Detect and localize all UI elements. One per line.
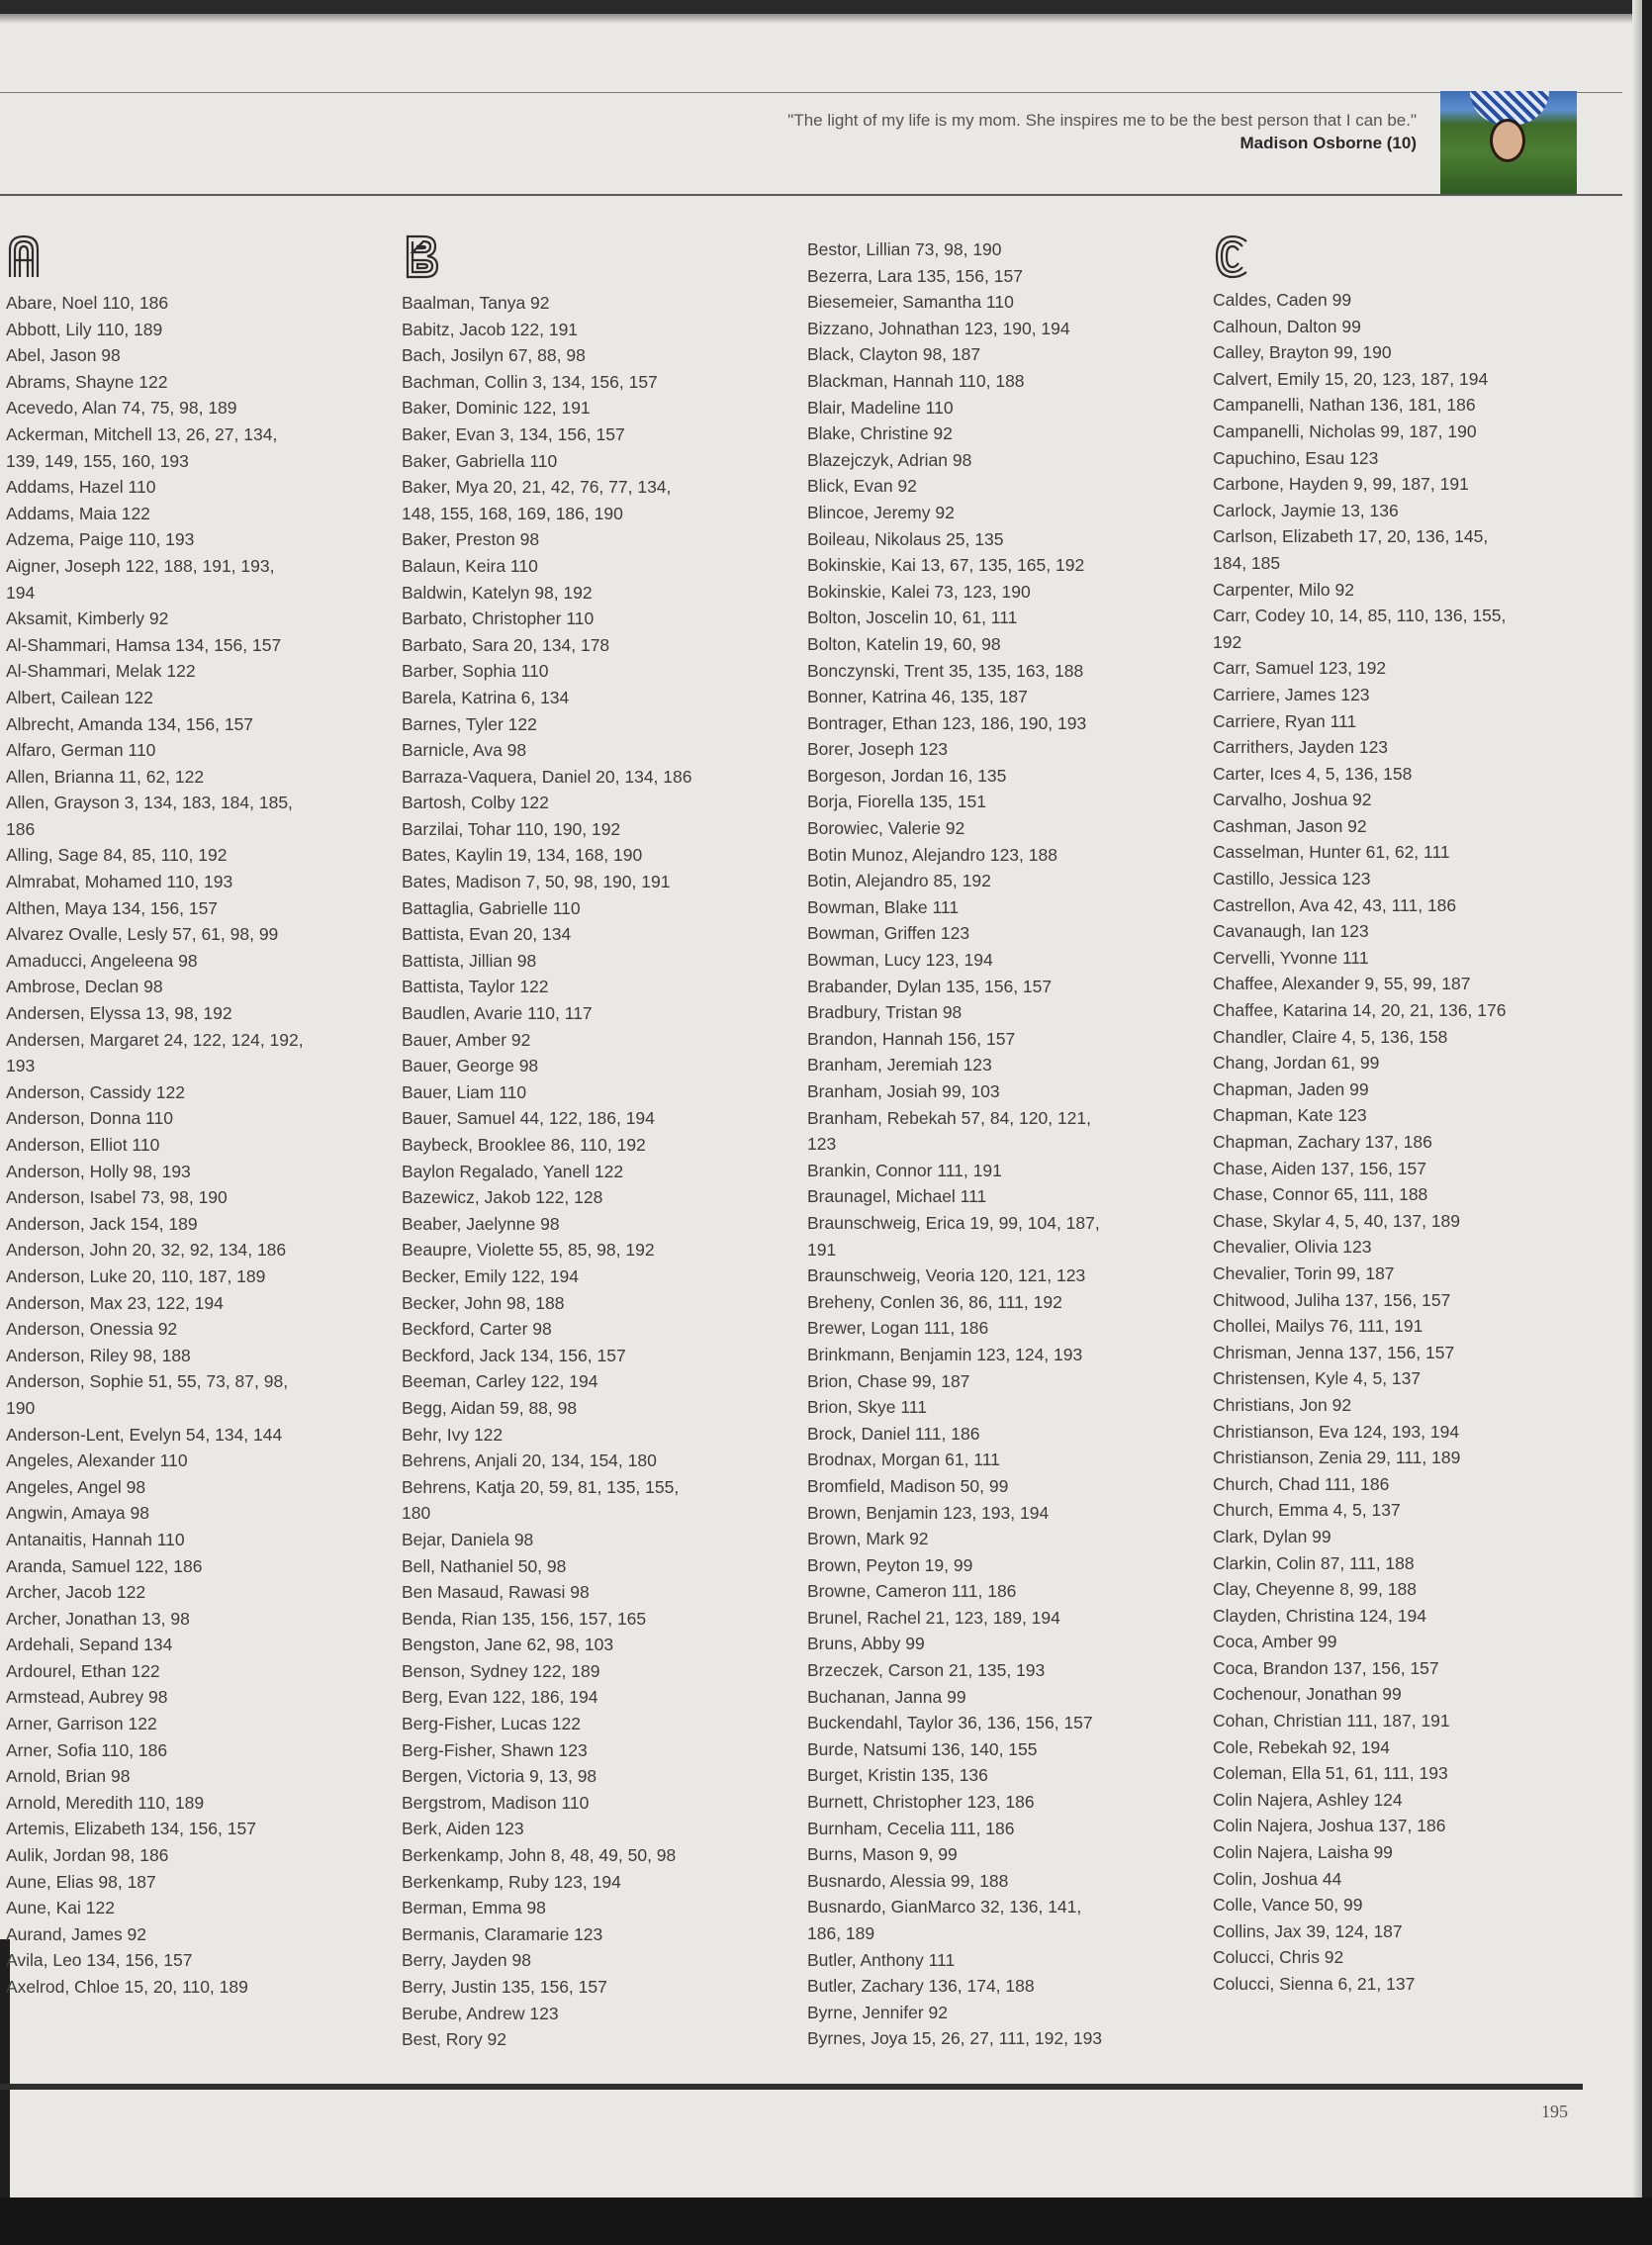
index-entry: Aranda, Samuel 122, 186	[6, 1555, 203, 1576]
index-entry: Brunel, Rachel 21, 123, 189, 194	[807, 1607, 1060, 1628]
index-entry: Coca, Amber 99	[1213, 1632, 1337, 1652]
index-entry: Archer, Jonathan 13, 98	[6, 1608, 190, 1629]
index-entry: Bergstrom, Madison 110	[402, 1792, 590, 1813]
index-entry: Battista, Evan 20, 134	[402, 924, 572, 945]
index-entry: Becker, John 98, 188	[402, 1292, 565, 1313]
index-entry: Aurand, James 92	[6, 1923, 147, 1944]
index-entry: Beckford, Carter 98	[402, 1319, 552, 1340]
index-entry: Anderson, John 20, 32, 92, 134, 186	[6, 1240, 287, 1261]
index-entry: Colin, Joshua 44	[1213, 1868, 1342, 1889]
quote-author: Madison Osborne (10)	[1239, 134, 1417, 152]
index-entry: Berg, Evan 122, 186, 194	[402, 1687, 598, 1708]
index-entry: Adzema, Paige 110, 193	[6, 529, 195, 550]
letter-c-glyph	[1213, 234, 1252, 279]
index-entry: Bowman, Blake 111	[807, 896, 960, 917]
index-entry: Axelrod, Chloe 15, 20, 110, 189	[6, 1977, 248, 1997]
index-entry: Carter, Ices 4, 5, 136, 158	[1213, 763, 1413, 784]
index-entry: Calley, Brayton 99, 190	[1213, 342, 1392, 363]
index-column-3	[807, 236, 1183, 2052]
index-entry: Aksamit, Kimberly 92	[6, 608, 169, 629]
index-entry: Branham, Rebekah 57, 84, 120, 121, 123	[807, 1107, 1092, 1155]
index-entry: Abare, Noel 110, 186	[6, 293, 169, 313]
index-entry: Bonner, Katrina 46, 135, 187	[807, 687, 1028, 707]
index-entry: Botin Munoz, Alejandro 123, 188	[807, 844, 1057, 865]
index-entry: Anderson, Donna 110	[6, 1108, 173, 1129]
index-column-2	[402, 290, 778, 2053]
index-entry: Archer, Jacob 122	[6, 1582, 146, 1603]
index-entry: Aulik, Jordan 98, 186	[6, 1845, 169, 1866]
index-entry: Christianson, Zenia 29, 111, 189	[1213, 1448, 1461, 1468]
index-entry: Carriere, James 123	[1213, 684, 1370, 704]
index-entry: Burde, Natsumi 136, 140, 155	[807, 1738, 1038, 1759]
index-entry: Brown, Mark 92	[807, 1529, 929, 1549]
index-entry: Bowman, Griffen 123	[807, 923, 970, 944]
index-entry: Berk, Aiden 123	[402, 1819, 524, 1839]
index-entry: Boileau, Nikolaus 25, 135	[807, 528, 1004, 549]
index-entry: Bestor, Lillian 73, 98, 190	[807, 239, 1002, 259]
index-entry: Busnardo, GianMarco 32, 136, 141, 186, 189	[807, 1897, 1082, 1943]
index-entry: Begg, Aidan 59, 88, 98	[402, 1397, 578, 1418]
index-entry: Borgeson, Jordan 16, 135	[807, 765, 1007, 786]
index-entry: Calvert, Emily 15, 20, 123, 187, 194	[1213, 368, 1489, 389]
index-entry: Behr, Ivy 122	[402, 1424, 504, 1445]
letter-b-glyph	[404, 234, 443, 279]
index-entry: Armstead, Aubrey 98	[6, 1687, 168, 1708]
letter-a-glyph	[6, 234, 46, 279]
index-entry: Andersen, Margaret 24, 122, 124, 192, 193	[6, 1029, 304, 1076]
index-entry: Arnold, Meredith 110, 189	[6, 1792, 205, 1813]
index-entry: Baylon Regalado, Yanell 122	[402, 1161, 624, 1181]
index-entry: Abbott, Lily 110, 189	[6, 319, 163, 339]
index-entry: Carr, Samuel 123, 192	[1213, 658, 1387, 679]
index-entry: Berkenkamp, Ruby 123, 194	[402, 1871, 621, 1892]
index-entry: Blackman, Hannah 110, 188	[807, 370, 1025, 391]
index-entry: Ambrose, Declan 98	[6, 977, 163, 997]
index-entry: Bolton, Joscelin 10, 61, 111	[807, 608, 1018, 628]
index-entry: Bergen, Victoria 9, 13, 98	[402, 1766, 597, 1787]
index-entry: Bartosh, Colby 122	[402, 793, 549, 813]
index-entry: Carlson, Elizabeth 17, 20, 136, 145, 184, 185	[1213, 526, 1489, 573]
index-entry: Bizzano, Johnathan 123, 190, 194	[807, 318, 1070, 338]
index-entry: Chase, Connor 65, 111, 188	[1213, 1184, 1428, 1205]
index-entry: Baker, Dominic 122, 191	[402, 398, 591, 419]
index-entry: Baudlen, Avarie 110, 117	[402, 1003, 593, 1024]
index-entry: Anderson, Cassidy 122	[6, 1081, 185, 1102]
index-entry: Arnold, Brian 98	[6, 1766, 131, 1787]
index-entry: Burnham, Cecelia 111, 186	[807, 1818, 1015, 1838]
index-entry: Bauer, George 98	[402, 1056, 539, 1076]
index-entry: Beeman, Carley 122, 194	[402, 1371, 598, 1392]
index-entry: Carlock, Jaymie 13, 136	[1213, 500, 1399, 520]
index-entry: Castrellon, Ava 42, 43, 111, 186	[1213, 894, 1457, 915]
index-entry: Anderson, Jack 154, 189	[6, 1213, 198, 1234]
index-entry: Althen, Maya 134, 156, 157	[6, 897, 219, 918]
index-entry: Beaber, Jaelynne 98	[402, 1213, 560, 1234]
index-entry: Bermanis, Claramarie 123	[402, 1923, 603, 1944]
section-letter-a-icon	[6, 234, 46, 279]
index-entry: Bell, Nathaniel 50, 98	[402, 1555, 567, 1576]
index-entry: Bazewicz, Jakob 122, 128	[402, 1187, 603, 1208]
index-entry: Almrabat, Mohamed 110, 193	[6, 872, 233, 892]
index-entry: Butler, Zachary 136, 174, 188	[807, 1976, 1035, 1997]
footer-rule	[0, 2084, 1583, 2090]
index-entry: Botin, Alejandro 85, 192	[807, 871, 991, 891]
index-entry: Branham, Jeremiah 123	[807, 1055, 992, 1076]
index-entry: Behrens, Katja 20, 59, 81, 135, 155, 180	[402, 1476, 680, 1524]
index-entry: Coca, Brandon 137, 156, 157	[1213, 1657, 1439, 1678]
index-entry: Campanelli, Nathan 136, 181, 186	[1213, 395, 1476, 416]
index-entry: Chaffee, Alexander 9, 55, 99, 187	[1213, 974, 1471, 994]
quote-text: "The light of my life is my mom. She inspires me to be the best person that I can be."	[787, 111, 1417, 130]
index-entry: Anderson, Sophie 51, 55, 73, 87, 98, 190	[6, 1371, 289, 1418]
index-entry: Chevalier, Olivia 123	[1213, 1237, 1372, 1258]
index-entry: Blair, Madeline 110	[807, 397, 954, 418]
index-entry: Church, Emma 4, 5, 137	[1213, 1500, 1401, 1521]
section-letter-b-icon	[404, 234, 443, 279]
index-entry: Albert, Cailean 122	[6, 687, 153, 707]
index-entry: Bokinskie, Kalei 73, 123, 190	[807, 581, 1031, 602]
index-entry: Chaffee, Katarina 14, 20, 21, 136, 176	[1213, 1000, 1507, 1021]
index-entry: Branham, Josiah 99, 103	[807, 1081, 1000, 1101]
index-entry: Barnicle, Ava 98	[402, 740, 527, 761]
index-entry: Brown, Benjamin 123, 193, 194	[807, 1502, 1050, 1523]
index-entry: Burnett, Christopher 123, 186	[807, 1792, 1035, 1813]
index-entry: Casselman, Hunter 61, 62, 111	[1213, 842, 1450, 863]
index-entry: Carriere, Ryan 111	[1213, 710, 1357, 731]
index-entry: Campanelli, Nicholas 99, 187, 190	[1213, 421, 1477, 441]
index-entry: Ardehali, Sepand 134	[6, 1635, 173, 1655]
index-entry: Barnes, Tyler 122	[402, 713, 537, 734]
index-entry: Colin Najera, Ashley 124	[1213, 1789, 1403, 1810]
index-entry: Brion, Skye 111	[807, 1397, 927, 1418]
index-entry: Ben Masaud, Rawasi 98	[402, 1582, 590, 1603]
index-entry: Buchanan, Janna 99	[807, 1686, 966, 1707]
index-entry: Chapman, Zachary 137, 186	[1213, 1132, 1432, 1152]
index-entry: Bejar, Daniela 98	[402, 1529, 534, 1549]
header-rule-top	[0, 92, 1622, 93]
index-entry: Berg-Fisher, Shawn 123	[402, 1739, 588, 1760]
photo-face	[1490, 119, 1525, 162]
index-entry: Chevalier, Torin 99, 187	[1213, 1263, 1395, 1283]
index-entry: Clayden, Christina 124, 194	[1213, 1605, 1426, 1626]
index-entry: Cashman, Jason 92	[1213, 815, 1367, 836]
index-entry: Beaupre, Violette 55, 85, 98, 192	[402, 1240, 655, 1261]
index-entry: Brion, Chase 99, 187	[807, 1370, 970, 1391]
index-entry: Allen, Grayson 3, 134, 183, 184, 185, 186	[6, 793, 293, 839]
index-entry: Beckford, Jack 134, 156, 157	[402, 1345, 626, 1365]
scan-right-edge	[1642, 0, 1652, 2245]
index-entry: Butler, Anthony 111	[807, 1949, 956, 1970]
index-entry: Berry, Jayden 98	[402, 1950, 531, 1971]
index-entry: Brzeczek, Carson 21, 135, 193	[807, 1660, 1046, 1681]
index-entry: Bauer, Samuel 44, 122, 186, 194	[402, 1108, 655, 1129]
index-entry: Battaglia, Gabrielle 110	[402, 897, 581, 918]
index-entry: Anderson, Elliot 110	[6, 1135, 160, 1155]
index-entry: Burget, Kristin 135, 136	[807, 1765, 988, 1786]
index-entry: Barbato, Christopher 110	[402, 608, 595, 629]
index-entry: Biesemeier, Samantha 110	[807, 292, 1014, 313]
index-entry: Colin Najera, Laisha 99	[1213, 1842, 1393, 1863]
scan-top-edge	[0, 0, 1652, 14]
index-entry: Chase, Aiden 137, 156, 157	[1213, 1158, 1427, 1178]
index-column-4	[1213, 287, 1589, 1998]
scan-right-shadow	[1632, 0, 1642, 2245]
scan-top-shadow	[0, 14, 1652, 24]
index-entry: Anderson, Riley 98, 188	[6, 1345, 191, 1365]
index-entry: Church, Chad 111, 186	[1213, 1473, 1390, 1494]
index-entry: Breheny, Conlen 36, 86, 111, 192	[807, 1291, 1062, 1312]
index-entry: Bonczynski, Trent 35, 135, 163, 188	[807, 660, 1084, 681]
index-entry: Brewer, Logan 111, 186	[807, 1318, 989, 1339]
index-entry: Baldwin, Katelyn 98, 192	[402, 582, 593, 603]
index-entry: Battista, Jillian 98	[402, 950, 537, 971]
index-entry: Al-Shammari, Melak 122	[6, 661, 196, 682]
index-entry: Borer, Joseph 123	[807, 739, 949, 760]
index-entry: Bates, Kaylin 19, 134, 168, 190	[402, 845, 643, 866]
index-entry: Chitwood, Juliha 137, 156, 157	[1213, 1289, 1451, 1310]
index-entry: Carrithers, Jayden 123	[1213, 737, 1389, 758]
index-entry: Chollei, Mailys 76, 111, 191	[1213, 1316, 1423, 1337]
index-entry: Byrne, Jennifer 92	[807, 2002, 949, 2022]
index-entry: Braunschweig, Veoria 120, 121, 123	[807, 1265, 1086, 1286]
index-entry: Byrnes, Joya 15, 26, 27, 111, 192, 193	[807, 2028, 1103, 2049]
index-entry: Behrens, Anjali 20, 134, 154, 180	[402, 1450, 657, 1471]
index-entry: Anderson, Max 23, 122, 194	[6, 1292, 224, 1313]
index-entry: Acevedo, Alan 74, 75, 98, 189	[6, 398, 237, 419]
index-entry: Baker, Gabriella 110	[402, 450, 558, 471]
index-entry: Cochenour, Jonathan 99	[1213, 1684, 1402, 1705]
index-column-1	[6, 290, 382, 2001]
index-entry: Christianson, Eva 124, 193, 194	[1213, 1421, 1460, 1442]
index-entry: Christians, Jon 92	[1213, 1394, 1352, 1415]
index-entry: Browne, Cameron 111, 186	[807, 1581, 1017, 1602]
index-entry: Anderson, Holly 98, 193	[6, 1161, 191, 1181]
index-entry: Ackerman, Mitchell 13, 26, 27, 134, 139, 149, 155, 160, 193	[6, 423, 278, 471]
index-entry: Chrisman, Jenna 137, 156, 157	[1213, 1342, 1455, 1362]
index-entry: Busnardo, Alessia 99, 188	[807, 1870, 1009, 1891]
index-entry: Cavanaugh, Ian 123	[1213, 921, 1369, 942]
index-entry: Berry, Justin 135, 156, 157	[402, 1977, 607, 1997]
index-entry: Bruns, Abby 99	[807, 1634, 925, 1654]
index-entry: Abel, Jason 98	[6, 345, 121, 366]
index-entry: Berkenkamp, John 8, 48, 49, 50, 98	[402, 1845, 677, 1866]
page-number: 195	[1541, 2102, 1568, 2121]
index-entry: Blincoe, Jeremy 92	[807, 502, 955, 522]
header-rule-bottom	[0, 194, 1622, 196]
index-entry: Alfaro, German 110	[6, 740, 156, 761]
index-entry: Andersen, Elyssa 13, 98, 192	[6, 1003, 232, 1024]
index-entry: Colin Najera, Joshua 137, 186	[1213, 1816, 1446, 1836]
index-entry: Baker, Preston 98	[402, 529, 540, 550]
index-entry: Allen, Brianna 11, 62, 122	[6, 766, 205, 787]
index-entry: Berube, Andrew 123	[402, 2003, 559, 2023]
index-entry: Brown, Peyton 19, 99	[807, 1554, 973, 1575]
index-entry: Barbato, Sara 20, 134, 178	[402, 634, 610, 655]
index-entry: Anderson, Isabel 73, 98, 190	[6, 1187, 228, 1208]
index-entry: Bauer, Amber 92	[402, 1029, 531, 1050]
index-entry: Baybeck, Brooklee 86, 110, 192	[402, 1135, 646, 1155]
index-entry: Cole, Rebekah 92, 194	[1213, 1736, 1391, 1757]
index-entry: Baker, Mya 20, 21, 42, 76, 77, 134, 148, 155, 168, 169, 186, 190	[402, 477, 672, 523]
index-entry: Brinkmann, Benjamin 123, 124, 193	[807, 1344, 1083, 1364]
index-entry: Amaducci, Angeleena 98	[6, 950, 198, 971]
index-entry: Buckendahl, Taylor 36, 136, 156, 157	[807, 1713, 1093, 1733]
index-entry: Blake, Christine 92	[807, 423, 953, 444]
index-entry: Barraza-Vaquera, Daniel 20, 134, 186	[402, 766, 692, 787]
index-entry: Bauer, Liam 110	[402, 1081, 527, 1102]
index-entry: Abrams, Shayne 122	[6, 371, 168, 392]
index-entry: Barzilai, Tohar 110, 190, 192	[402, 818, 621, 839]
index-entry: Benson, Sydney 122, 189	[402, 1660, 600, 1681]
index-entry: Colucci, Sienna 6, 21, 137	[1213, 1974, 1416, 1994]
index-entry: Coleman, Ella 51, 61, 111, 193	[1213, 1763, 1448, 1784]
index-entry: Bowman, Lucy 123, 194	[807, 950, 993, 971]
index-entry: Blick, Evan 92	[807, 476, 917, 497]
index-entry: Braunschweig, Erica 19, 99, 104, 187, 191	[807, 1212, 1100, 1260]
student-photo	[1440, 91, 1577, 194]
index-entry: Borja, Fiorella 135, 151	[807, 792, 986, 812]
index-entry: Berman, Emma 98	[402, 1898, 546, 1918]
index-entry: Clark, Dylan 99	[1213, 1526, 1331, 1546]
index-entry: Christensen, Kyle 4, 5, 137	[1213, 1368, 1422, 1389]
index-entry: Ardourel, Ethan 122	[6, 1660, 160, 1681]
index-entry: Balaun, Keira 110	[402, 555, 538, 576]
index-entry: Brankin, Connor 111, 191	[807, 1160, 1002, 1180]
index-entry: Baker, Evan 3, 134, 156, 157	[402, 423, 625, 444]
index-entry: Burns, Mason 9, 99	[807, 1844, 958, 1865]
index-entry: Carvalho, Joshua 92	[1213, 790, 1372, 810]
index-entry: Calhoun, Dalton 99	[1213, 316, 1361, 336]
index-entry: Chang, Jordan 61, 99	[1213, 1053, 1380, 1074]
index-entry: Barber, Sophia 110	[402, 661, 549, 682]
index-entry: Bezerra, Lara 135, 156, 157	[807, 265, 1023, 286]
index-entry: Angeles, Angel 98	[6, 1476, 146, 1497]
index-entry: Chapman, Kate 123	[1213, 1105, 1367, 1126]
index-entry: Blazejczyk, Adrian 98	[807, 449, 972, 470]
index-entry: Borowiec, Valerie 92	[807, 818, 965, 839]
index-entry: Chapman, Jaden 99	[1213, 1078, 1369, 1099]
index-entry: Becker, Emily 122, 194	[402, 1265, 579, 1286]
index-entry: Angeles, Alexander 110	[6, 1450, 188, 1471]
index-entry: Chase, Skylar 4, 5, 40, 137, 189	[1213, 1210, 1461, 1231]
index-entry: Aune, Kai 122	[6, 1898, 115, 1918]
index-entry: Artemis, Elizabeth 134, 156, 157	[6, 1819, 256, 1839]
index-entry: Braunagel, Michael 111	[807, 1186, 987, 1207]
index-entry: Addams, Hazel 110	[6, 477, 156, 498]
index-entry: Avila, Leo 134, 156, 157	[6, 1950, 193, 1971]
index-entry: Castillo, Jessica 123	[1213, 869, 1371, 889]
index-entry: Bengston, Jane 62, 98, 103	[402, 1635, 614, 1655]
index-entry: Capuchino, Esau 123	[1213, 447, 1379, 468]
index-entry: Collins, Jax 39, 124, 187	[1213, 1920, 1403, 1941]
index-entry: Bolton, Katelin 19, 60, 98	[807, 633, 1001, 654]
index-entry: Caldes, Caden 99	[1213, 290, 1352, 310]
quote-block	[783, 109, 1417, 154]
index-entry: Brodnax, Morgan 61, 111	[807, 1450, 1000, 1470]
section-letter-c-icon	[1213, 234, 1252, 279]
index-entry: Brabander, Dylan 135, 156, 157	[807, 976, 1053, 996]
index-entry: Al-Shammari, Hamsa 134, 156, 157	[6, 634, 282, 655]
index-entry: Babitz, Jacob 122, 191	[402, 319, 579, 339]
index-entry: Colle, Vance 50, 99	[1213, 1895, 1363, 1916]
index-entry: Alvarez Ovalle, Lesly 57, 61, 98, 99	[6, 924, 279, 945]
index-entry: Brock, Daniel 111, 186	[807, 1423, 980, 1444]
index-entry: Battista, Taylor 122	[402, 977, 549, 997]
index-entry: Baalman, Tanya 92	[402, 293, 550, 313]
index-entry: Bromfield, Madison 50, 99	[807, 1475, 1009, 1496]
index-entry: Cohan, Christian 111, 187, 191	[1213, 1711, 1450, 1731]
index-entry: Carbone, Hayden 9, 99, 187, 191	[1213, 474, 1469, 495]
index-entry: Aigner, Joseph 122, 188, 191, 193, 194	[6, 555, 275, 603]
index-entry: Carr, Codey 10, 14, 85, 110, 136, 155, 192	[1213, 606, 1507, 652]
index-entry: Arner, Sofia 110, 186	[6, 1739, 168, 1760]
index-entry: Angwin, Amaya 98	[6, 1503, 149, 1524]
index-entry: Albrecht, Amanda 134, 156, 157	[6, 713, 254, 734]
scan-bottom-edge	[0, 2198, 1652, 2245]
index-entry: Anderson, Luke 20, 110, 187, 189	[6, 1265, 266, 1286]
index-entry: Chandler, Claire 4, 5, 136, 158	[1213, 1026, 1448, 1047]
index-entry: Best, Rory 92	[402, 2029, 507, 2050]
index-entry: Alling, Sage 84, 85, 110, 192	[6, 845, 228, 866]
index-entry: Bates, Madison 7, 50, 98, 190, 191	[402, 872, 671, 892]
index-entry: Bachman, Collin 3, 134, 156, 157	[402, 371, 658, 392]
index-entry: Bach, Josilyn 67, 88, 98	[402, 345, 586, 366]
index-entry: Anderson-Lent, Evelyn 54, 134, 144	[6, 1424, 283, 1445]
index-entry: Antanaitis, Hannah 110	[6, 1529, 185, 1549]
index-entry: Cervelli, Yvonne 111	[1213, 947, 1369, 968]
index-entry: Brandon, Hannah 156, 157	[807, 1028, 1016, 1049]
index-entry: Arner, Garrison 122	[6, 1714, 157, 1734]
index-entry: Bradbury, Tristan 98	[807, 1002, 963, 1023]
index-entry: Clarkin, Colin 87, 111, 188	[1213, 1552, 1415, 1573]
index-entry: Anderson, Onessia 92	[6, 1319, 178, 1340]
index-entry: Benda, Rian 135, 156, 157, 165	[402, 1608, 647, 1629]
index-entry: Black, Clayton 98, 187	[807, 344, 981, 365]
index-entry: Colucci, Chris 92	[1213, 1947, 1344, 1968]
index-entry: Addams, Maia 122	[6, 503, 150, 523]
index-entry: Bokinskie, Kai 13, 67, 135, 165, 192	[807, 555, 1085, 576]
index-entry: Berg-Fisher, Lucas 122	[402, 1714, 581, 1734]
index-entry: Barela, Katrina 6, 134	[402, 687, 570, 707]
index-entry: Aune, Elias 98, 187	[6, 1871, 156, 1892]
index-entry: Carpenter, Milo 92	[1213, 579, 1354, 600]
index-entry: Clay, Cheyenne 8, 99, 188	[1213, 1579, 1417, 1600]
index-entry: Bontrager, Ethan 123, 186, 190, 193	[807, 712, 1087, 733]
